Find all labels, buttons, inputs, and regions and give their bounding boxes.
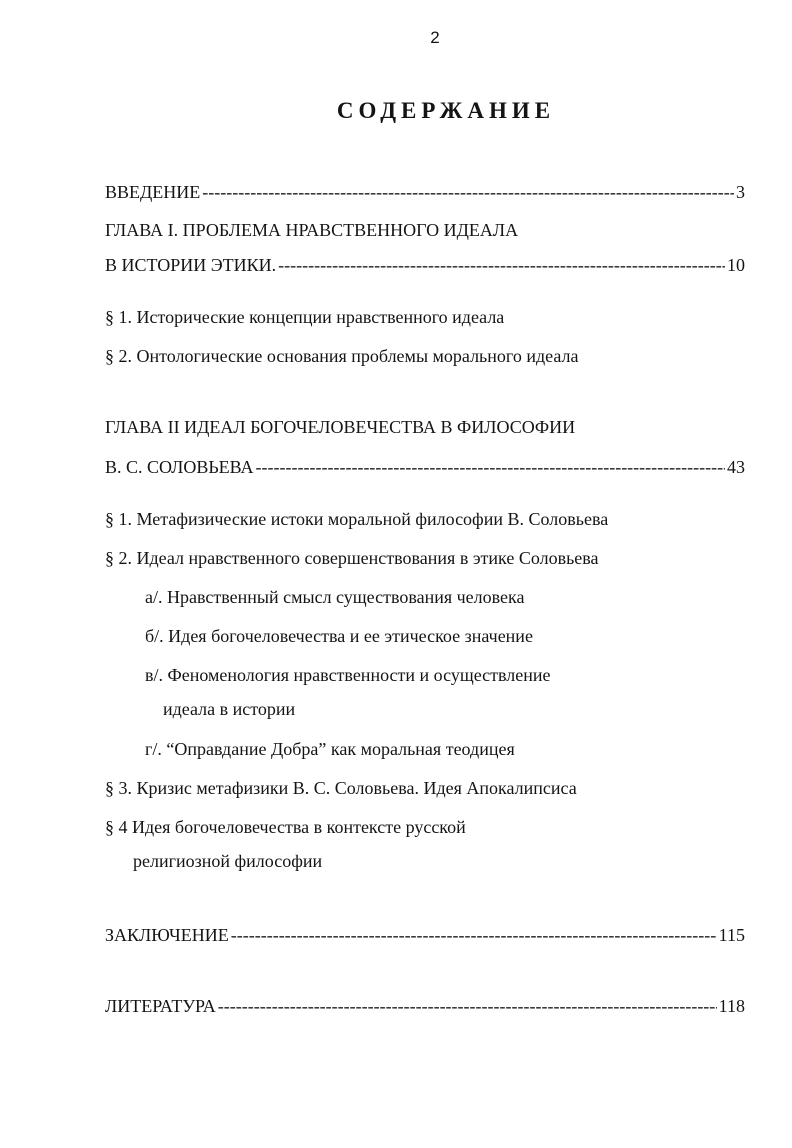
- toc-page-number: 10: [727, 255, 745, 275]
- toc-subsection: в/. Феноменология нравственности и осуществление: [145, 665, 551, 685]
- toc-entry-chapter1: [105, 254, 745, 276]
- toc-chapter2-title: ГЛАВА II ИДЕАЛ БОГОЧЕЛОВЕЧЕСТВА В ФИЛОСОФИИ: [105, 417, 576, 437]
- page-number: 2: [430, 28, 440, 47]
- toc-entry-label: ЛИТЕРАТУРА: [105, 996, 216, 1016]
- toc-entry-conclusion: [105, 924, 745, 946]
- toc-subsection: а/. Нравственный смысл существования человека: [145, 587, 525, 607]
- toc-entry-intro: [105, 181, 745, 203]
- toc-section: § 2. Онтологические основания проблемы морального идеала: [105, 346, 579, 366]
- toc-section: § 1. Исторические концепции нравственного идеала: [105, 307, 505, 327]
- toc-entry-label: ВВЕДЕНИЕ: [105, 182, 201, 202]
- dot-leader: [256, 456, 725, 478]
- dot-leader: [202, 181, 734, 203]
- toc-page-number: 43: [727, 457, 745, 477]
- toc-section: § 4 Идея богочеловечества в контексте русской: [105, 817, 466, 837]
- toc-page-number: 115: [718, 925, 745, 945]
- toc-section: § 1. Метафизические истоки моральной философии В. Соловьева: [105, 509, 609, 529]
- toc-entry-label: В ИСТОРИИ ЭТИКИ.: [105, 255, 277, 275]
- toc-section: § 2. Идеал нравственного совершенствования в этике Соловьева: [105, 548, 599, 568]
- toc-subsection: б/. Идея богочеловечества и ее этическое значение: [145, 626, 533, 646]
- toc-entry-label: ЗАКЛЮЧЕНИЕ: [105, 925, 229, 945]
- toc-section-continued: религиозной философии: [133, 851, 323, 871]
- toc-entry-label: В. С. СОЛОВЬЕВА: [105, 457, 254, 477]
- toc-page-number: 118: [718, 996, 745, 1016]
- dot-leader: [231, 924, 717, 946]
- toc-section: § 3. Кризис метафизики В. С. Соловьева. Идея Апокалипсиса: [105, 778, 577, 798]
- dot-leader: [278, 254, 725, 276]
- toc-chapter1-title: ГЛАВА I. ПРОБЛЕМА НРАВСТВЕННОГО ИДЕАЛА: [105, 220, 519, 240]
- toc-subsection-continued: идеала в истории: [163, 699, 296, 719]
- toc-entry-literature: [105, 995, 745, 1017]
- toc-entry-chapter2: [105, 456, 745, 478]
- toc-page-number: 3: [736, 182, 745, 202]
- toc-subsection: г/. “Оправдание Добра” как моральная теодицея: [145, 739, 515, 759]
- dot-leader: [218, 995, 717, 1017]
- page-title: СОДЕРЖАНИЕ: [336, 98, 556, 123]
